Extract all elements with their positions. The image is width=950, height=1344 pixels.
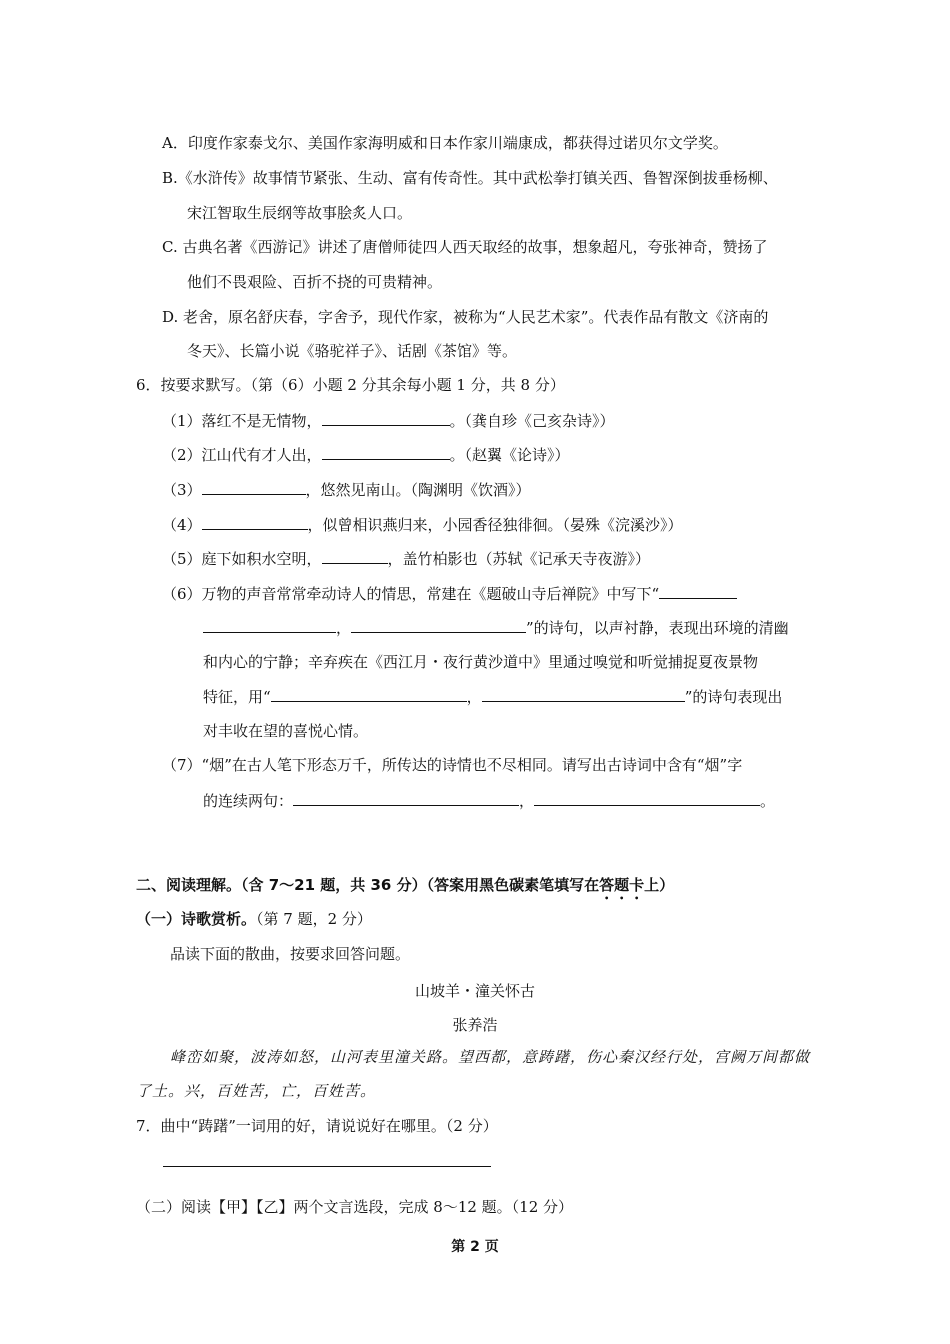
- item-5: [162, 548, 650, 569]
- answer-blank[interactable]: [322, 548, 388, 564]
- option-d-line-1: D. 老舍，原名舒庆春，字舍予，现代作家，被称为“人民艺术家”。代表作品有散文《济南的: [162, 308, 769, 326]
- item-6-comma: ，: [466, 688, 482, 706]
- emphasized-text: 答题卡: [599, 876, 645, 894]
- poem-author: 张养浩: [452, 1016, 498, 1034]
- item-2-prefix: （2）江山代有才人出，: [162, 446, 322, 464]
- option-b-line-1: B.《水浒传》故事情节紧张、生动、富有传奇性。其中武松拳打镇关西、鲁智深倒拔垂杨柳、: [162, 169, 778, 187]
- question-6-heading: 6．按要求默写。（第（6）小题 2 分其余每小题 1 分，共 8 分）: [136, 376, 565, 394]
- item-6-line-3: 和内心的宁静；辛弃疾在《西江月・夜行黄沙道中》里通过嗅觉和听觉捕捉夏夜景物: [203, 653, 759, 671]
- subsection-2-heading: （二）阅读【甲】【乙】两个文言选段，完成 8～12 题。（12 分）: [136, 1198, 574, 1216]
- instruction-text: 品读下面的散曲，按要求回答问题。: [170, 945, 411, 963]
- subsection-1-points: （第 7 题，2 分）: [256, 910, 372, 928]
- answer-blank[interactable]: [534, 790, 760, 806]
- item-7-line-1: （7）“烟”在古人笔下形态万千，所传达的诗情也不尽相同。请写出古诗词中含有“烟”字: [162, 756, 743, 774]
- item-5-prefix: （5）庭下如积水空明，: [162, 550, 322, 568]
- item-6-comma: ，: [336, 619, 352, 637]
- item-6-line-4: [203, 686, 782, 707]
- poem-body-line-1: 峰峦如聚，波涛如怒，山河表里潼关路。望西都，意踌躇，伤心秦汉经行处，宫阙万间都做: [170, 1048, 811, 1066]
- item-6-text: 特征，用“: [203, 688, 271, 706]
- answer-blank[interactable]: [482, 686, 685, 702]
- option-c-line-2: 他们不畏艰险、百折不挠的可贵精神。: [187, 273, 443, 291]
- subsection-1-title: （一）诗歌赏析。: [136, 910, 257, 928]
- item-1: [162, 410, 615, 431]
- item-5-suffix: ，盖竹柏影也（苏轼《记承天寺夜游》）: [387, 550, 651, 568]
- answer-line[interactable]: [163, 1166, 491, 1167]
- answer-blank[interactable]: [293, 790, 519, 806]
- item-1-prefix: （1）落红不是无情物，: [162, 412, 322, 430]
- item-1-suffix: 。（龚自珍《己亥杂诗》）: [449, 412, 615, 430]
- answer-blank[interactable]: [203, 617, 336, 633]
- option-a: A．印度作家泰戈尔、美国作家海明威和日本作家川端康成，都获得过诺贝尔文学奖。: [162, 134, 728, 152]
- section-2-title-text: 上）: [644, 876, 675, 894]
- item-3: [162, 479, 531, 500]
- item-6-line-1: [162, 583, 737, 604]
- item-7-line-2: [203, 790, 775, 811]
- item-2-suffix: 。（赵翼《论诗》）: [449, 446, 570, 464]
- item-7-comma: ，: [519, 792, 535, 810]
- item-3-suffix: ，悠然见南山。（陶渊明《饮酒》）: [305, 481, 531, 499]
- item-4: [162, 514, 683, 535]
- poem-body-line-2: 了土。兴，百姓苦，亡，百姓苦。: [136, 1082, 377, 1100]
- option-d-line-2: 冬天》、长篇小说《骆驼祥子》、话剧《茶馆》等。: [187, 342, 518, 360]
- item-6-text: ”的诗句表现出: [684, 688, 783, 706]
- poem-title: 山坡羊・潼关怀古: [414, 982, 535, 1000]
- item-7-text: 的连续两句：: [203, 792, 294, 810]
- page-number: 第 2 页: [451, 1239, 499, 1255]
- item-7-text: 。: [760, 792, 776, 810]
- answer-blank[interactable]: [351, 617, 526, 633]
- item-6-line-2: [203, 617, 789, 638]
- answer-blank[interactable]: [271, 686, 467, 702]
- section-2-title-text: 二、阅读理解。（含 7～21 题，共 36 分）（答案用黑色碳素笔填写在: [136, 876, 600, 894]
- answer-blank[interactable]: [202, 479, 306, 495]
- answer-blank[interactable]: [322, 410, 450, 426]
- question-7: 7．曲中“踌躇”一词用的好，请说说好在哪里。（2 分）: [136, 1117, 498, 1135]
- item-6-line-5: 对丰收在望的喜悦心情。: [203, 722, 369, 740]
- item-3-prefix: （3）: [162, 481, 202, 499]
- option-b-line-2: 宋江智取生辰纲等故事脍炙人口。: [187, 204, 413, 222]
- item-2: [162, 444, 570, 465]
- option-c-line-1: C. 古典名著《西游记》讲述了唐僧师徒四人西天取经的故事，想象超凡，夸张神奇，赞扬了: [162, 238, 768, 256]
- item-4-prefix: （4）: [162, 516, 202, 534]
- item-6-text: ”的诗句，以声衬静，表现出环境的清幽: [526, 619, 789, 637]
- item-4-suffix: ，似曾相识燕归来，小园香径独徘徊。（晏殊《浣溪沙》）: [307, 516, 683, 534]
- answer-blank[interactable]: [659, 583, 737, 599]
- answer-blank[interactable]: [202, 514, 308, 530]
- answer-blank[interactable]: [322, 444, 450, 460]
- section-2-title: [136, 875, 674, 903]
- subsection-1-heading: [136, 909, 372, 929]
- item-6-text: （6）万物的声音常常牵动诗人的情思，常建在《题破山寺后禅院》中写下“: [162, 585, 660, 603]
